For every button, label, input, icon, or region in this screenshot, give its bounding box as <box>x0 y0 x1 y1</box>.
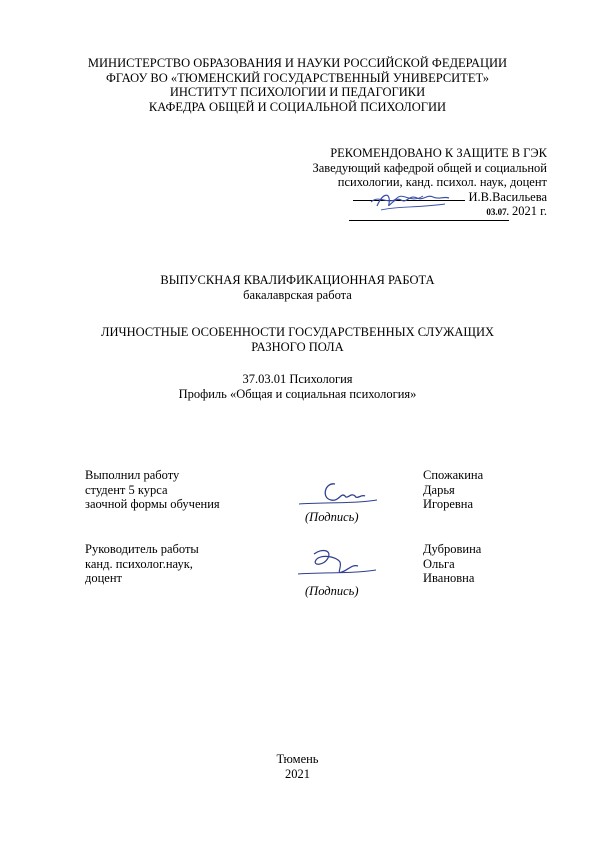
author-left <box>85 468 285 512</box>
approval-date-line <box>270 204 547 221</box>
approval-title: РЕКОМЕНДОВАНО К ЗАЩИТЕ В ГЭК <box>330 146 547 160</box>
supervisor-patronymic: Ивановна <box>423 571 475 585</box>
supervisor-role: Руководитель работы <box>85 542 199 556</box>
author-surname: Спожакина <box>423 468 484 482</box>
work-subtype: бакалаврская работа <box>243 287 352 302</box>
approval-date-underline <box>349 204 509 221</box>
work-type: ВЫПУСКНАЯ КВАЛИФИКАЦИОННАЯ РАБОТА <box>160 273 435 287</box>
department-line: КАФЕДРА ОБЩЕЙ И СОЦИАЛЬНОЙ ПСИХОЛОГИИ <box>148 99 447 114</box>
author-role: Выполнил работу <box>85 468 180 482</box>
approval-signature-line <box>353 200 465 201</box>
specialty-block <box>0 372 595 401</box>
ministry-line: МИНИСТЕРСТВО ОБРАЗОВАНИЯ И НАУКИ РОССИЙСКОЙ ФЕДЕРАЦИИ <box>87 56 508 70</box>
supervisor-signature-caption: (Подпись) <box>305 584 359 598</box>
supervisor-degree: канд. психолог.наук, <box>85 556 193 571</box>
supervisor-left <box>85 542 285 586</box>
author-patronymic: Игоревна <box>423 497 474 511</box>
author-signature-caption: (Подпись) <box>305 510 359 524</box>
author-form: заочной формы обучения <box>85 497 220 511</box>
approval-block <box>270 146 547 221</box>
approval-year: 2021 г. <box>512 204 547 218</box>
approval-date: 03.07. <box>486 207 509 217</box>
approval-position-line2: психологии, канд. психол. наук, доцент <box>337 175 547 189</box>
supervisor-signature <box>292 544 382 584</box>
institute-line: ИНСТИТУТ ПСИХОЛОГИИ И ПЕДАГОГИКИ <box>169 85 426 99</box>
approval-name: И.В.Васильева <box>468 189 547 204</box>
approval-position-line1: Заведующий кафедрой общей и социальной <box>312 160 547 175</box>
specialty-code: 37.03.01 Психология <box>242 372 353 386</box>
work-title-block <box>0 325 595 354</box>
author-signature <box>295 478 381 512</box>
work-title-line1: ЛИЧНОСТНЫЕ ОСОБЕННОСТИ ГОСУДАРСТВЕННЫХ СЛУЖАЩИХ <box>100 325 495 339</box>
specialty-profile: Профиль «Общая и социальная психология» <box>178 386 417 401</box>
header-block <box>0 56 595 114</box>
author-right <box>423 468 563 512</box>
approval-name-line <box>270 190 547 205</box>
footer-block <box>0 752 595 781</box>
work-type-block <box>0 273 595 302</box>
supervisor-title: доцент <box>85 571 122 585</box>
supervisor-right <box>423 542 563 586</box>
university-line: ФГАОУ ВО «ТЮМЕНСКИЙ ГОСУДАРСТВЕННЫЙ УНИВЕРСИТЕТ» <box>105 70 490 85</box>
footer-year: 2021 <box>285 766 310 781</box>
footer-city: Тюмень <box>276 752 319 766</box>
supervisor-surname: Дубровина <box>423 542 482 556</box>
supervisor-firstname: Ольга <box>423 556 455 571</box>
author-course: студент 5 курса <box>85 482 168 497</box>
work-title-line2: РАЗНОГО ПОЛА <box>251 339 344 354</box>
author-firstname: Дарья <box>423 482 455 497</box>
